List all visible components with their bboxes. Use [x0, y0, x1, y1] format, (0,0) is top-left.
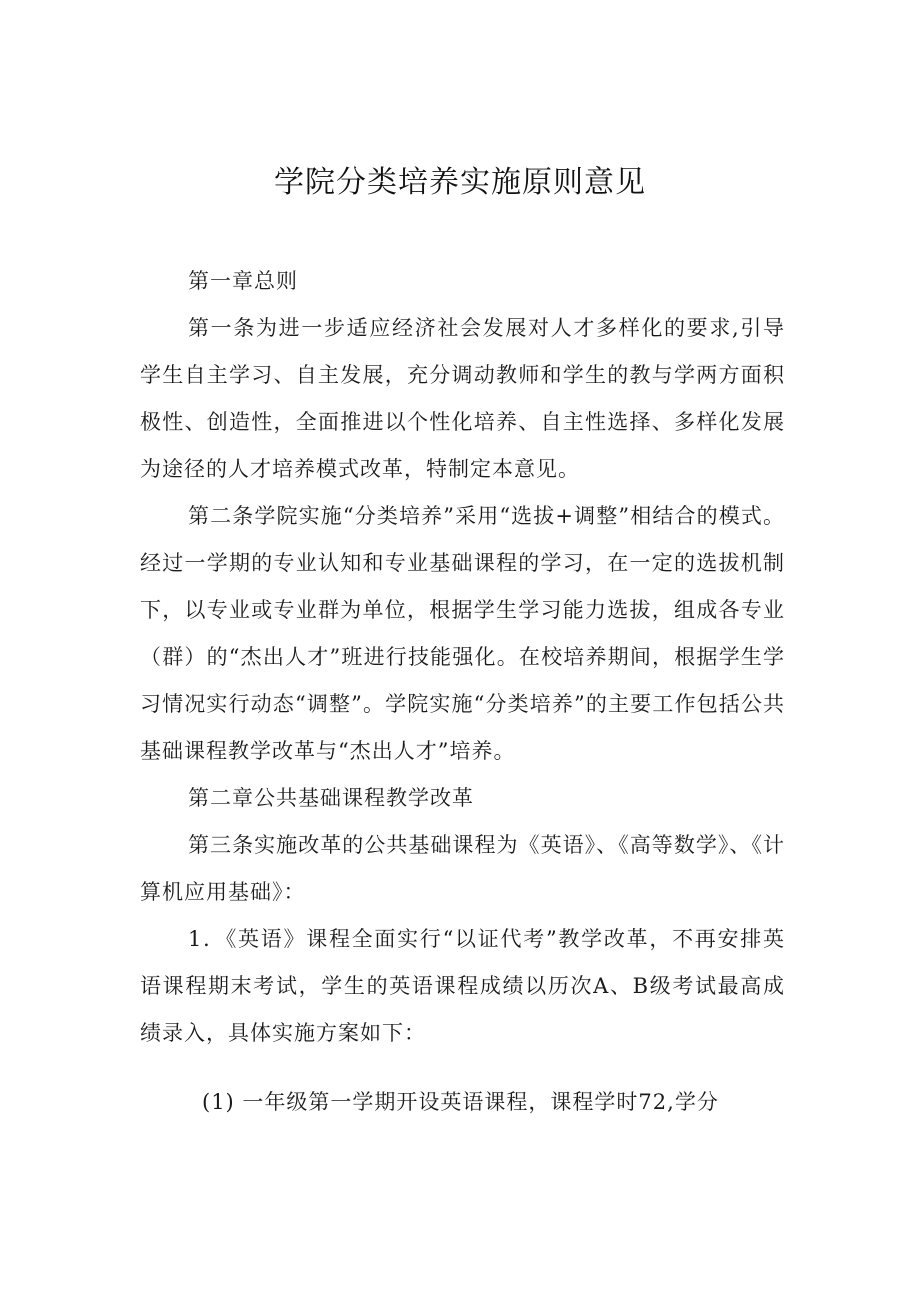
article-paragraph: 第三条实施改革的公共基础课程为《英语》、《高等数学》、《计算机应用基础》：: [140, 833, 785, 904]
sub-item-paragraph: (1) 一年级第一学期开设英语课程，课程学时72,学分: [202, 1090, 719, 1114]
article-paragraph: 第一条为进一步适应经济社会发展对人才多样化的要求,引导学生自主学习、自主发展，充分调动教师和学生的教与学两方面积极性、创造性，全面推进以个性化培养、自主性选择、多样化发展为途径的人才培养模式改革，特制定本意见。: [140, 316, 785, 481]
article-paragraph: 第二条学院实施“分类培养”采用“选拔+调整”相结合的模式。经过一学期的专业认知和专业基础课程的学习，在一定的选拔机制下，以专业或专业群为单位，根据学生学习能力选拔，组成各专业（群）的“杰出人才”班进行技能强化。在校培养期间，根据学生学习情况实行动态“调整”。学院实施“分类培养”的主要工作包括公共基础课程教学改革与“杰出人才”培养。: [140, 504, 785, 763]
document-title: 学院分类培养实施原则意见: [274, 165, 646, 200]
chapter-heading: 第二章公共基础课程教学改革: [188, 786, 474, 810]
chapter-heading: 第一章总则: [188, 269, 298, 293]
document-body: [140, 258, 785, 1126]
article-paragraph: 1．《英语》课程全面实行“以证代考”教学改革，不再安排英语课程期末考试，学生的英语课程成绩以历次A、B级考试最高成绩录入，具体实施方案如下：: [140, 927, 785, 1045]
